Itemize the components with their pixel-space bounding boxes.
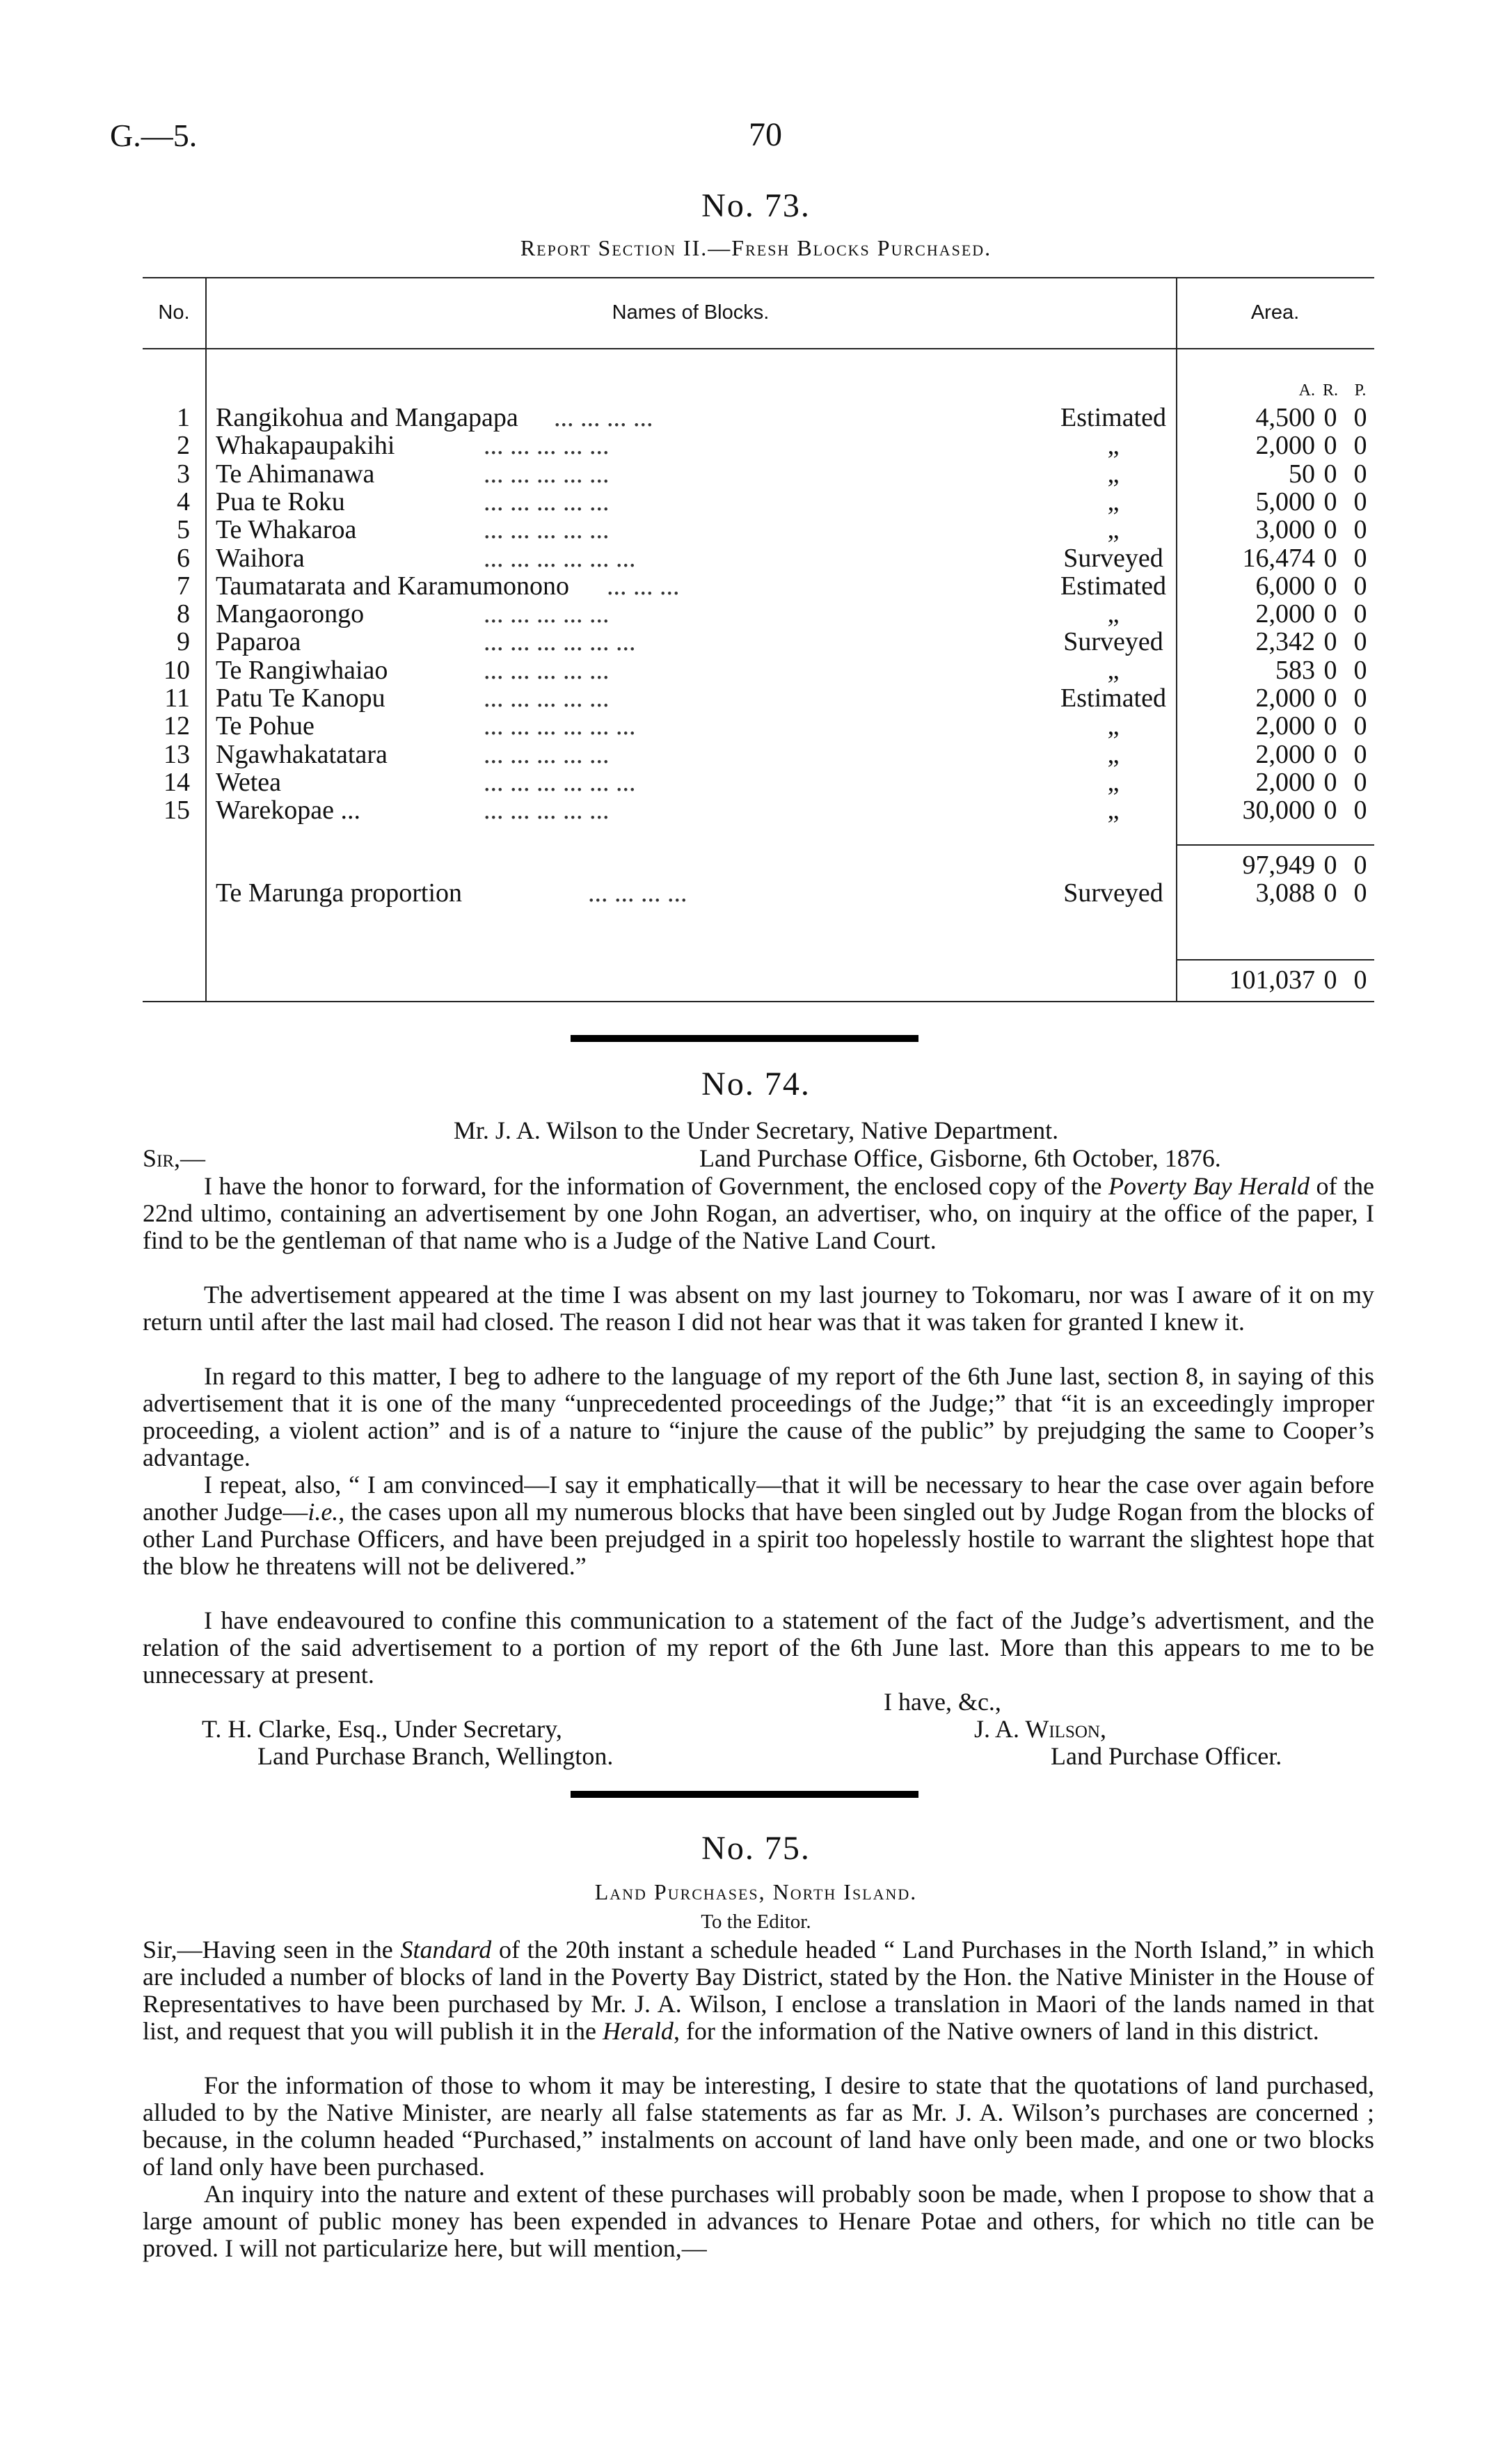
- area-acres: 2,000: [1255, 767, 1315, 797]
- area-method: Surveyed: [1063, 627, 1163, 657]
- subtotal-roods: 0: [1323, 851, 1337, 880]
- doc74-closing: I have, &c.,: [884, 1688, 1001, 1716]
- area-roods: 0: [1323, 767, 1337, 797]
- block-name: Te Marunga proportion: [216, 878, 463, 908]
- block-number: 14: [164, 767, 190, 797]
- leader-dots: ... ... ... ... ... ...: [484, 543, 636, 573]
- area-method: „: [1107, 796, 1120, 825]
- area-method: „: [1107, 459, 1120, 489]
- area-roods: 0: [1323, 515, 1337, 545]
- section-divider: [571, 1791, 918, 1798]
- area-roods: 0: [1323, 599, 1337, 629]
- area-perches: 0: [1353, 739, 1367, 769]
- area-acres: 2,342: [1255, 627, 1315, 657]
- block-name: Patu Te Kanopu: [216, 683, 385, 713]
- doc73-subtitle: Report Section II.—Fresh Blocks Purchased.: [520, 235, 992, 260]
- doc74-addressee-line-2: Land Purchase Branch, Wellington.: [257, 1742, 614, 1770]
- area-acres: 16,474: [1242, 543, 1315, 573]
- block-number: 4: [177, 487, 190, 516]
- block-name: Taumatarata and Karamumonono: [216, 571, 570, 601]
- block-number: 8: [177, 599, 190, 629]
- area-perches: 0: [1353, 796, 1367, 825]
- block-number: 10: [164, 655, 190, 685]
- area-roods: 0: [1323, 739, 1337, 769]
- area-method: Estimated: [1060, 403, 1166, 432]
- doc74-paragraph-5: I have endeavoured to confine this communication to a statement of the fact of the Judge’s advertisment, and the relation of the said advertisement to a portion of my report of the 6th June last. More than this appears to me to be unnecessary at present.: [143, 1606, 1374, 1689]
- block-name: Paparoa: [216, 627, 301, 657]
- table-row: [143, 712, 1374, 740]
- table-row: [143, 656, 1374, 684]
- unit-acres: A.: [1298, 381, 1315, 400]
- area-acres: 4,500: [1255, 403, 1315, 432]
- doc75-title: Land Purchases, North Island.: [594, 1879, 918, 1904]
- block-name: Te Pohue: [216, 711, 315, 741]
- area-method: Surveyed: [1063, 878, 1163, 908]
- block-number: 2: [177, 431, 190, 461]
- area-perches: 0: [1353, 459, 1367, 489]
- area-method: „: [1107, 431, 1120, 461]
- block-name: Wetea: [216, 767, 281, 797]
- total-perches: 0: [1353, 965, 1367, 995]
- column-header-area: Area.: [1250, 301, 1300, 324]
- leader-dots: ... ... ... ... ...: [484, 515, 610, 545]
- area-acres: 30,000: [1242, 796, 1315, 825]
- table-row: [143, 516, 1374, 544]
- doc74-paragraph-1: I have the honor to forward, for the information of Government, the enclosed copy of the Poverty Bay Herald of the 22nd ultimo, containing an advertisement by one John Rogan, an advertiser, who, on inquiry at the office of the paper, I find to be the gentleman of that name who is a Judge of the Native Land Court.: [143, 1172, 1374, 1254]
- doc75-paragraph-3: An inquiry into the nature and extent of these purchases will probably soon be made, when I propose to show that a large amount of public money has been expended in advances to Henare Potae and others, for which no title can be proved. I will not particularize here, but will mention,—: [143, 2180, 1374, 2262]
- leader-dots: ... ... ... ... ...: [484, 459, 610, 489]
- table-row: [143, 572, 1374, 600]
- leader-dots: ... ... ... ... ...: [484, 599, 610, 629]
- area-acres: 5,000: [1255, 487, 1315, 516]
- block-number: 9: [177, 627, 190, 657]
- doc75-paragraph-2: For the information of those to whom it may be interesting, I desire to state that the quotations of land purchased, alluded to by the Native Minister, are nearly all false statements as far as Mr. J. A. Wilson’s purchases are concerned ; because, in the column headed “Purchased,” instalments on account of land have only been made, and one or two blocks of land only have been purchased.: [143, 2071, 1374, 2181]
- doc74-paragraph-2: The advertisement appeared at the time I was absent on my last journey to Tokomaru, nor was I aware of it on my return until after the last mail had closed. The reason I did not hear was that it was taken for granted I knew it.: [143, 1281, 1374, 1336]
- area-roods: 0: [1323, 403, 1337, 432]
- doc74-from-to: Mr. J. A. Wilson to the Under Secretary, Native Department.: [453, 1116, 1059, 1144]
- leader-dots: ... ... ... ...: [554, 403, 653, 432]
- subtotal-row: [143, 851, 1374, 879]
- table-row: [143, 768, 1374, 796]
- block-name: Whakapaupakihi: [216, 431, 395, 461]
- leader-dots: ... ... ... ... ...: [484, 655, 610, 685]
- block-name: Waihora: [216, 543, 305, 573]
- area-roods: 0: [1323, 796, 1337, 825]
- area-acres: 2,000: [1255, 599, 1315, 629]
- area-method: Estimated: [1060, 683, 1166, 713]
- area-method: „: [1107, 711, 1120, 741]
- area-method: „: [1107, 655, 1120, 685]
- column-header-names: Names of Blocks.: [612, 301, 770, 324]
- area-acres: 2,000: [1255, 431, 1315, 461]
- block-name: Mangaorongo: [216, 599, 365, 629]
- area-acres: 2,000: [1255, 739, 1315, 769]
- area-method: „: [1107, 515, 1120, 545]
- area-perches: 0: [1353, 515, 1367, 545]
- doc74-address: Land Purchase Office, Gisborne, 6th October, 1876.: [699, 1144, 1221, 1172]
- area-perches: 0: [1353, 711, 1367, 741]
- total-acres: 101,037: [1229, 965, 1315, 995]
- subtotal-acres: 97,949: [1242, 851, 1315, 880]
- area-roods: 0: [1323, 627, 1337, 657]
- area-perches: 0: [1353, 627, 1367, 657]
- block-number: 6: [177, 543, 190, 573]
- doc74-signer: J. A. Wilson,: [974, 1715, 1106, 1743]
- area-acres: 3,088: [1255, 878, 1315, 908]
- blocks-table: [143, 277, 1374, 1001]
- block-number: 12: [164, 711, 190, 741]
- report-reference: G.—5.: [110, 118, 198, 153]
- table-row: [143, 460, 1374, 488]
- block-name: Te Rangiwhaiao: [216, 655, 388, 685]
- area-method: Surveyed: [1063, 543, 1163, 573]
- table-row: [143, 544, 1374, 572]
- area-method: „: [1107, 487, 1120, 516]
- block-name: Te Ahimanawa: [216, 459, 375, 489]
- section-divider: [571, 1035, 918, 1042]
- area-units-row: [143, 377, 1374, 404]
- table-row: [143, 488, 1374, 516]
- block-name: Warekopae ...: [216, 796, 360, 825]
- block-number: 7: [177, 571, 190, 601]
- doc74-paragraph-3: In regard to this matter, I beg to adhere to the language of my report of the 6th June last, section 8, in saying of this advertisement that it is one of the many “unprecedented proceedings of the Judge;” that “it is an exceedingly improper proceeding, a violent action” and is of a nature to “injure the cause of the public” by prejudging the same to Cooper’s advantage.: [143, 1362, 1374, 1471]
- block-name: Rangikohua and Mangapapa: [216, 403, 518, 432]
- block-number: 5: [177, 515, 190, 545]
- area-acres: 2,000: [1255, 683, 1315, 713]
- column-header-no: No.: [158, 301, 190, 324]
- table-row-extra: [143, 879, 1374, 907]
- table-row: [143, 628, 1374, 656]
- unit-perches: P.: [1354, 381, 1367, 400]
- table-row: [143, 404, 1374, 432]
- doc74-number: No. 74.: [701, 1066, 811, 1102]
- doc74-salutation: Sir,—: [143, 1144, 206, 1172]
- leader-dots: ... ... ... ... ... ...: [484, 711, 636, 741]
- area-acres: 583: [1275, 655, 1315, 685]
- area-acres: 2,000: [1255, 711, 1315, 741]
- table-row: [143, 432, 1374, 459]
- doc73-number: No. 73.: [701, 187, 811, 224]
- area-roods: 0: [1323, 711, 1337, 741]
- block-number: 13: [164, 739, 190, 769]
- block-name: Te Whakaroa: [216, 515, 357, 545]
- area-perches: 0: [1353, 487, 1367, 516]
- area-method: „: [1107, 767, 1120, 797]
- area-perches: 0: [1353, 599, 1367, 629]
- leader-dots: ... ... ... ... ... ...: [484, 767, 636, 797]
- area-roods: 0: [1323, 459, 1337, 489]
- doc74-paragraph-4: I repeat, also, “ I am convinced—I say it emphatically—that it will be necessary to hear the case over again before another Judge—i.e., the cases upon all my numerous blocks that have been singled out by Judge Rogan from the blocks of other Land Purchase Officers, and have been prejudged in a spirit too hopelessly hostile to warrant the slightest hope that the blow he threatens will not be delivered.”: [143, 1471, 1374, 1580]
- area-roods: 0: [1323, 431, 1337, 461]
- table-row: [143, 684, 1374, 712]
- area-acres: 6,000: [1255, 571, 1315, 601]
- area-method: „: [1107, 739, 1120, 769]
- leader-dots: ... ... ... ... ...: [484, 487, 610, 516]
- area-perches: 0: [1353, 571, 1367, 601]
- area-acres: 50: [1289, 459, 1315, 489]
- leader-dots: ... ... ... ...: [588, 878, 687, 908]
- area-roods: 0: [1323, 878, 1337, 908]
- total-roods: 0: [1323, 965, 1337, 995]
- total-row: [143, 966, 1374, 994]
- table-row: [143, 741, 1374, 768]
- leader-dots: ... ... ... ... ... ...: [484, 627, 636, 657]
- area-perches: 0: [1353, 655, 1367, 685]
- area-roods: 0: [1323, 683, 1337, 713]
- area-method: Estimated: [1060, 571, 1166, 601]
- block-name: Pua te Roku: [216, 487, 345, 516]
- doc75-addressee: To the Editor.: [701, 1911, 811, 1933]
- area-roods: 0: [1323, 543, 1337, 573]
- area-perches: 0: [1353, 543, 1367, 573]
- block-number: 1: [177, 403, 190, 432]
- doc75-number: No. 75.: [701, 1830, 811, 1867]
- leader-dots: ... ... ... ... ...: [484, 796, 610, 825]
- leader-dots: ... ... ...: [607, 571, 680, 601]
- area-perches: 0: [1353, 767, 1367, 797]
- table-row: [143, 600, 1374, 628]
- doc75-paragraph-1: Sir,—Having seen in the Standard of the 20th instant a schedule headed “ Land Purchases in the North Island,” in which are included a number of blocks of land in the Poverty Bay District, stated by the Hon. the Native Minister in the House of Representatives to have been purchased by Mr. J. A. Wilson, I enclose a translation in Maori of the lands named in that list, and request that you will publish it in the Herald, for the information of the Native owners of land in this district.: [143, 1936, 1374, 2045]
- area-perches: 0: [1353, 403, 1367, 432]
- subtotal-perches: 0: [1353, 851, 1367, 880]
- area-perches: 0: [1353, 878, 1367, 908]
- page-number: 70: [749, 116, 782, 153]
- doc74-addressee-line-1: T. H. Clarke, Esq., Under Secretary,: [202, 1715, 562, 1743]
- area-roods: 0: [1323, 487, 1337, 516]
- block-number: 3: [177, 459, 190, 489]
- leader-dots: ... ... ... ... ...: [484, 683, 610, 713]
- area-perches: 0: [1353, 683, 1367, 713]
- block-number: 15: [164, 796, 190, 825]
- area-acres: 3,000: [1255, 515, 1315, 545]
- unit-roods: R.: [1322, 381, 1338, 400]
- leader-dots: ... ... ... ... ...: [484, 431, 610, 461]
- area-roods: 0: [1323, 655, 1337, 685]
- doc74-signer-title: Land Purchase Officer.: [1051, 1742, 1282, 1770]
- area-method: „: [1107, 599, 1120, 629]
- table-row: [143, 796, 1374, 824]
- area-perches: 0: [1353, 431, 1367, 461]
- block-number: 11: [164, 683, 190, 713]
- leader-dots: ... ... ... ... ...: [484, 739, 610, 769]
- area-roods: 0: [1323, 571, 1337, 601]
- block-name: Ngawhakatatara: [216, 739, 388, 769]
